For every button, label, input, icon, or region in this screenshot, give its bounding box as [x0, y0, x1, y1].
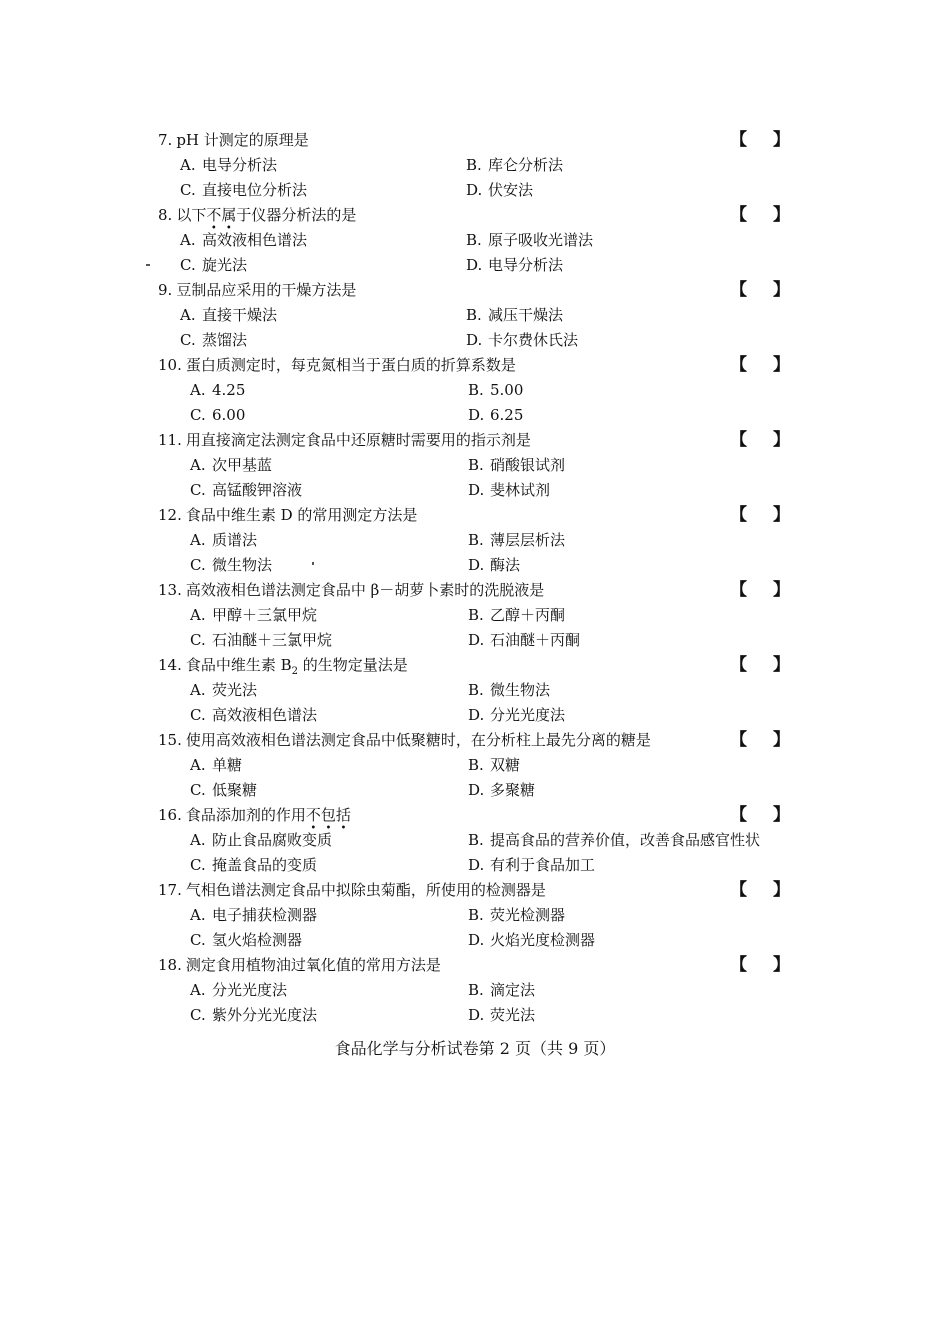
scan-speck: [146, 264, 150, 266]
question-text: 的生物定量法是: [298, 656, 408, 674]
option-a: A. 4.25: [190, 381, 246, 399]
emphasis-char: 不: [206, 206, 222, 224]
answer-bracket: 【 】: [730, 205, 790, 225]
question-text: 高效液相色谱法测定食品中 β－胡萝卜素时的洗脱液是: [185, 581, 545, 599]
answer-bracket: 【 】: [730, 355, 790, 375]
question-9: [158, 278, 798, 303]
question-text: 于仪器分析法的是: [236, 206, 357, 224]
option-c: C. 6.00: [190, 406, 246, 424]
question-text: 用直接滴定法测定食品中还原糖时需要用的指示剂是: [185, 431, 531, 449]
option-a: A. 电导分析法: [180, 156, 278, 174]
answer-bracket: 【 】: [730, 805, 790, 825]
option-a: A. 防止食品腐败变质: [190, 831, 333, 849]
question-number: 12.: [158, 506, 182, 524]
question-16: [158, 803, 798, 828]
option-c: C. 旋光法: [180, 256, 248, 274]
option-c: C. 石油醚＋三氯甲烷: [190, 631, 333, 649]
option-b: B. 双糖: [468, 756, 521, 774]
question-18: [158, 953, 798, 978]
option-c: C. 掩盖食品的变质: [190, 856, 318, 874]
option-d: D. 多聚糖: [468, 781, 536, 799]
option-b: B. 荧光检测器: [468, 906, 566, 924]
question-number: 16.: [158, 806, 182, 824]
option-a: A. 直接干燥法: [180, 306, 278, 324]
question-text: 蛋白质测定时，每克氮相当于蛋白质的折算系数是: [185, 356, 516, 374]
question-number: 14.: [158, 656, 182, 674]
scan-speck: [312, 562, 314, 565]
option-d: D. 荧光法: [468, 1006, 536, 1024]
question-number: 15.: [158, 731, 182, 749]
answer-bracket: 【 】: [730, 280, 790, 300]
question-text: pH 计测定的原理是: [176, 131, 309, 149]
option-b: B. 原子吸收光谱法: [466, 231, 594, 249]
option-c: C. 高锰酸钾溶液: [190, 481, 303, 499]
option-c: C. 微生物法: [190, 556, 273, 574]
question-text: 气相色谱法测定食品中拟除虫菊酯，所使用的检测器是: [185, 881, 546, 899]
option-c: C. 高效液相色谱法: [190, 706, 318, 724]
option-a: A. 荧光法: [190, 681, 258, 699]
emphasis-char: 属: [221, 206, 237, 224]
question-number: 18.: [158, 956, 182, 974]
question-text: 测定食用植物油过氧化值的常用方法是: [185, 956, 441, 974]
question-number: 10.: [158, 356, 182, 374]
question-text: 食品添加剂的作用: [185, 806, 306, 824]
option-c: C. 氢火焰检测器: [190, 931, 303, 949]
option-a: A. 高效液相色谱法: [180, 231, 308, 249]
option-d: D. 石油醚＋丙酮: [468, 631, 581, 649]
answer-bracket: 【 】: [730, 505, 790, 525]
question-7: [158, 128, 798, 153]
option-d: D. 6.25: [468, 406, 524, 424]
emphasis-char: 包: [320, 806, 336, 824]
question-11: [158, 428, 798, 453]
answer-bracket: 【 】: [730, 880, 790, 900]
answer-bracket: 【 】: [730, 955, 790, 975]
answer-bracket: 【 】: [730, 130, 790, 150]
answer-bracket: 【 】: [730, 580, 790, 600]
question-8: [158, 203, 798, 228]
question-15: [158, 728, 798, 753]
option-a: A. 电子捕获检测器: [190, 906, 318, 924]
option-b: B. 减压干燥法: [466, 306, 564, 324]
option-d: D. 电导分析法: [466, 256, 564, 274]
question-14: [158, 653, 798, 678]
option-d: D. 斐林试剂: [468, 481, 551, 499]
option-b: B. 乙醇＋丙酮: [468, 606, 566, 624]
question-13: [158, 578, 798, 603]
question-text: 以下: [176, 206, 207, 224]
option-b: B. 硝酸银试剂: [468, 456, 566, 474]
question-number: 13.: [158, 581, 182, 599]
page-footer: 食品化学与分析试卷第 2 页（共 9 页）: [334, 1039, 616, 1058]
option-a: A. 质谱法: [190, 531, 258, 549]
option-d: D. 分光光度法: [468, 706, 566, 724]
question-text: 使用高效液相色谱法测定食品中低聚糖时，在分析柱上最先分离的糖是: [185, 731, 651, 749]
option-b: B. 滴定法: [468, 981, 536, 999]
option-c: C. 直接电位分析法: [180, 181, 308, 199]
option-c: C. 低聚糖: [190, 781, 258, 799]
option-b: B. 库仑分析法: [466, 156, 564, 174]
option-a: A. 甲醇＋三氯甲烷: [190, 606, 318, 624]
emphasis-char: 括: [335, 806, 351, 824]
option-b: B. 薄层层析法: [468, 531, 566, 549]
option-d: D. 有利于食品加工: [468, 856, 596, 874]
option-a: A. 次甲基蓝: [190, 456, 273, 474]
question-text: 豆制品应采用的干燥方法是: [176, 281, 357, 299]
question-text: 食品中维生素 D 的常用测定方法是: [185, 506, 418, 524]
question-number: 11.: [158, 431, 182, 449]
question-number: 17.: [158, 881, 182, 899]
option-b: B. 微生物法: [468, 681, 551, 699]
option-a: A. 分光光度法: [190, 981, 288, 999]
option-a: A. 单糖: [190, 756, 243, 774]
question-17: [158, 878, 798, 903]
answer-bracket: 【 】: [730, 430, 790, 450]
option-c: C. 紫外分光光度法: [190, 1006, 318, 1024]
option-b: B. 提高食品的营养价值，改善食品感官性状: [468, 831, 761, 849]
question-number: 9.: [158, 281, 173, 299]
option-d: D. 酶法: [468, 556, 521, 574]
answer-bracket: 【 】: [730, 655, 790, 675]
option-d: D. 火焰光度检测器: [468, 931, 596, 949]
emphasis-char: 不: [305, 806, 321, 824]
question-12: [158, 503, 798, 528]
answer-bracket: 【 】: [730, 730, 790, 750]
question-number: 7.: [158, 131, 173, 149]
question-10: [158, 353, 798, 378]
option-d: D. 卡尔费休氏法: [466, 331, 579, 349]
subscript: 2: [291, 666, 299, 677]
question-text: 食品中维生素 B: [185, 656, 292, 674]
option-d: D. 伏安法: [466, 181, 534, 199]
question-number: 8.: [158, 206, 173, 224]
option-c: C. 蒸馏法: [180, 331, 248, 349]
option-b: B. 5.00: [468, 381, 524, 399]
